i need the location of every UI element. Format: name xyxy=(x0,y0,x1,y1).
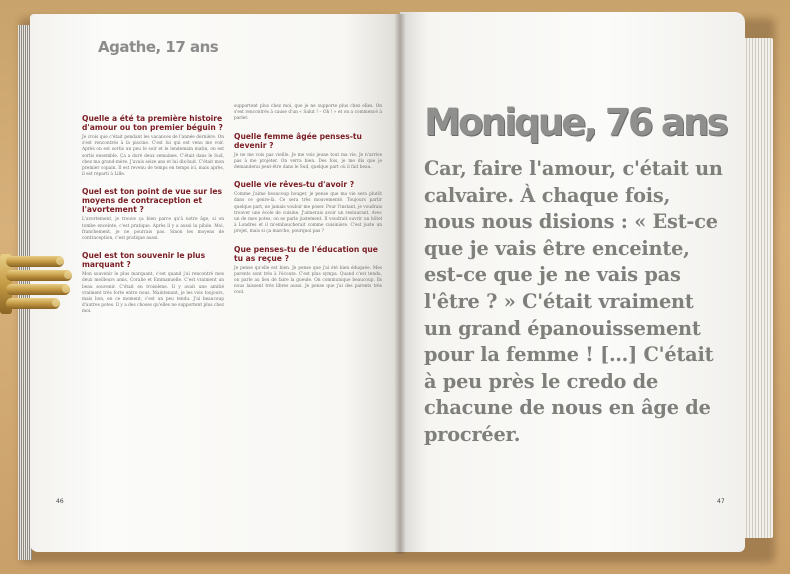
answer-memory: Mon souvenir le plus marquant, c'est quand j'ai rencontré mes deux meilleurs amis, Coralie et Emmanuelle. C'est vraiment un beau souvenir. C'était en troisième. Il y avait une amitié vraiment très forte entre nous. Maintenant, je les vois toujours, mais bon, en ce moment, c'est un peu tendu. J'ai beaucoup d'autres potes. Il y a des choses qu'elles ne supportent plus chez moi. xyxy=(82,272,224,315)
left-page-header: Agathe, 17 ans xyxy=(98,38,219,56)
answer-old-woman: Je ne me vois pas vieille. Je me vois jeune tout ma vie. Je n'arrive pas à me projeter. On verra bien. Des fois, je me dis que je demanderai peut-être dans le Sud, quelque part où il fait beau. xyxy=(234,152,382,171)
answer-dream-life: Comme j'aime beaucoup bouger, je pense que ma vie sera plutôt dans ce genre-là. Ce sera très mouvementé. Toujours partir quelque part, ne jamais vouloir me poser. Pour l'instant, je voudrais trouver une école de cuisine. J'aimerais avoir un restaurant. Avec un de mes potes, on se parle justement. Il voudrait ouvrir un hôtel à Londres et il m'embaucherait comme cuisinière. C'est juste un projet, mais si ça marche, pourquoi pas ? xyxy=(234,192,382,235)
right-page-title: Monique, 76 ans xyxy=(424,101,726,144)
question-education: Que penses-tu de l'éducation que tu as reçue ? xyxy=(234,244,378,263)
question-first-love: Quelle a été ta première histoire d'amour ou ton premier béguin ? xyxy=(82,114,223,132)
question-old-woman: Quelle femme âgée penses-tu devenir ? xyxy=(234,131,362,150)
quote-text: Car, faire l'amour, c'était un calvaire. À chaque fois, nous nous disions : « Est-ce que je vais être enceinte, est-ce que je ne vais pas l'être ? » C'était vraiment un grand épanouissement pour la femme ! […] C'était à peu près le credo de chacune de nous en âge de procréer. xyxy=(424,157,723,446)
left-column-b xyxy=(234,104,382,306)
answer-contraception: L'avortement, je trouve ça bien parce qu'à notre âge, si on tombe enceinte, c'est pratique. Après il y a aussi la pilule. Moi, franchement, je ne pourrais pas. Sinon les moyens de contraception, c'est pratique aussi. xyxy=(82,217,224,242)
question-contraception: Quel est ton point de vue sur les moyens de contraception et l'avortement ? xyxy=(82,187,223,215)
brass-hand-icon xyxy=(0,248,82,328)
book-spine xyxy=(394,14,406,554)
answer-memory-continued: supportent plus chez moi, que je ne supporte plus chez elles. On s'est rencontrés à cause d'un « Salut ! – Oh ! » et on a commencé à parler. xyxy=(234,104,382,122)
left-column-a xyxy=(82,114,224,325)
answer-first-love: Je crois que c'était pendant les vacances de l'année dernière. On s'est rencontrés à la piscine. C'est lui qui est venu me voir. Après on est sortis un peu le soir et le lendemain matin, on est sortis ensemble. Ça a duré deux semaines. C'était dans le Sud, chez ma grand-mère. J'avais seize ans et lui dix-huit. C'était mon premier copain. Il est revenu de temps en temps ici, mais après, il est reparti à Lille. xyxy=(82,135,224,178)
question-memory: Quel est ton souvenir le plus marquant ? xyxy=(82,251,206,270)
page-number-right: 47 xyxy=(717,498,725,505)
question-dream-life: Quelle vie rêves-tu d'avoir ? xyxy=(234,180,355,190)
answer-education: Je pense qu'elle est bien. Je pense que j'ai été bien éduquée. Mes parents sont très à l'écoute. C'est plus sympa. Quand c'est tendu, on parle au lieu de faire la gueule. On communique beaucoup. Ils nous laissent très libres aussi. Je pense que j'ai des parents très cool. xyxy=(234,265,382,296)
page-number-left: 46 xyxy=(56,498,64,505)
